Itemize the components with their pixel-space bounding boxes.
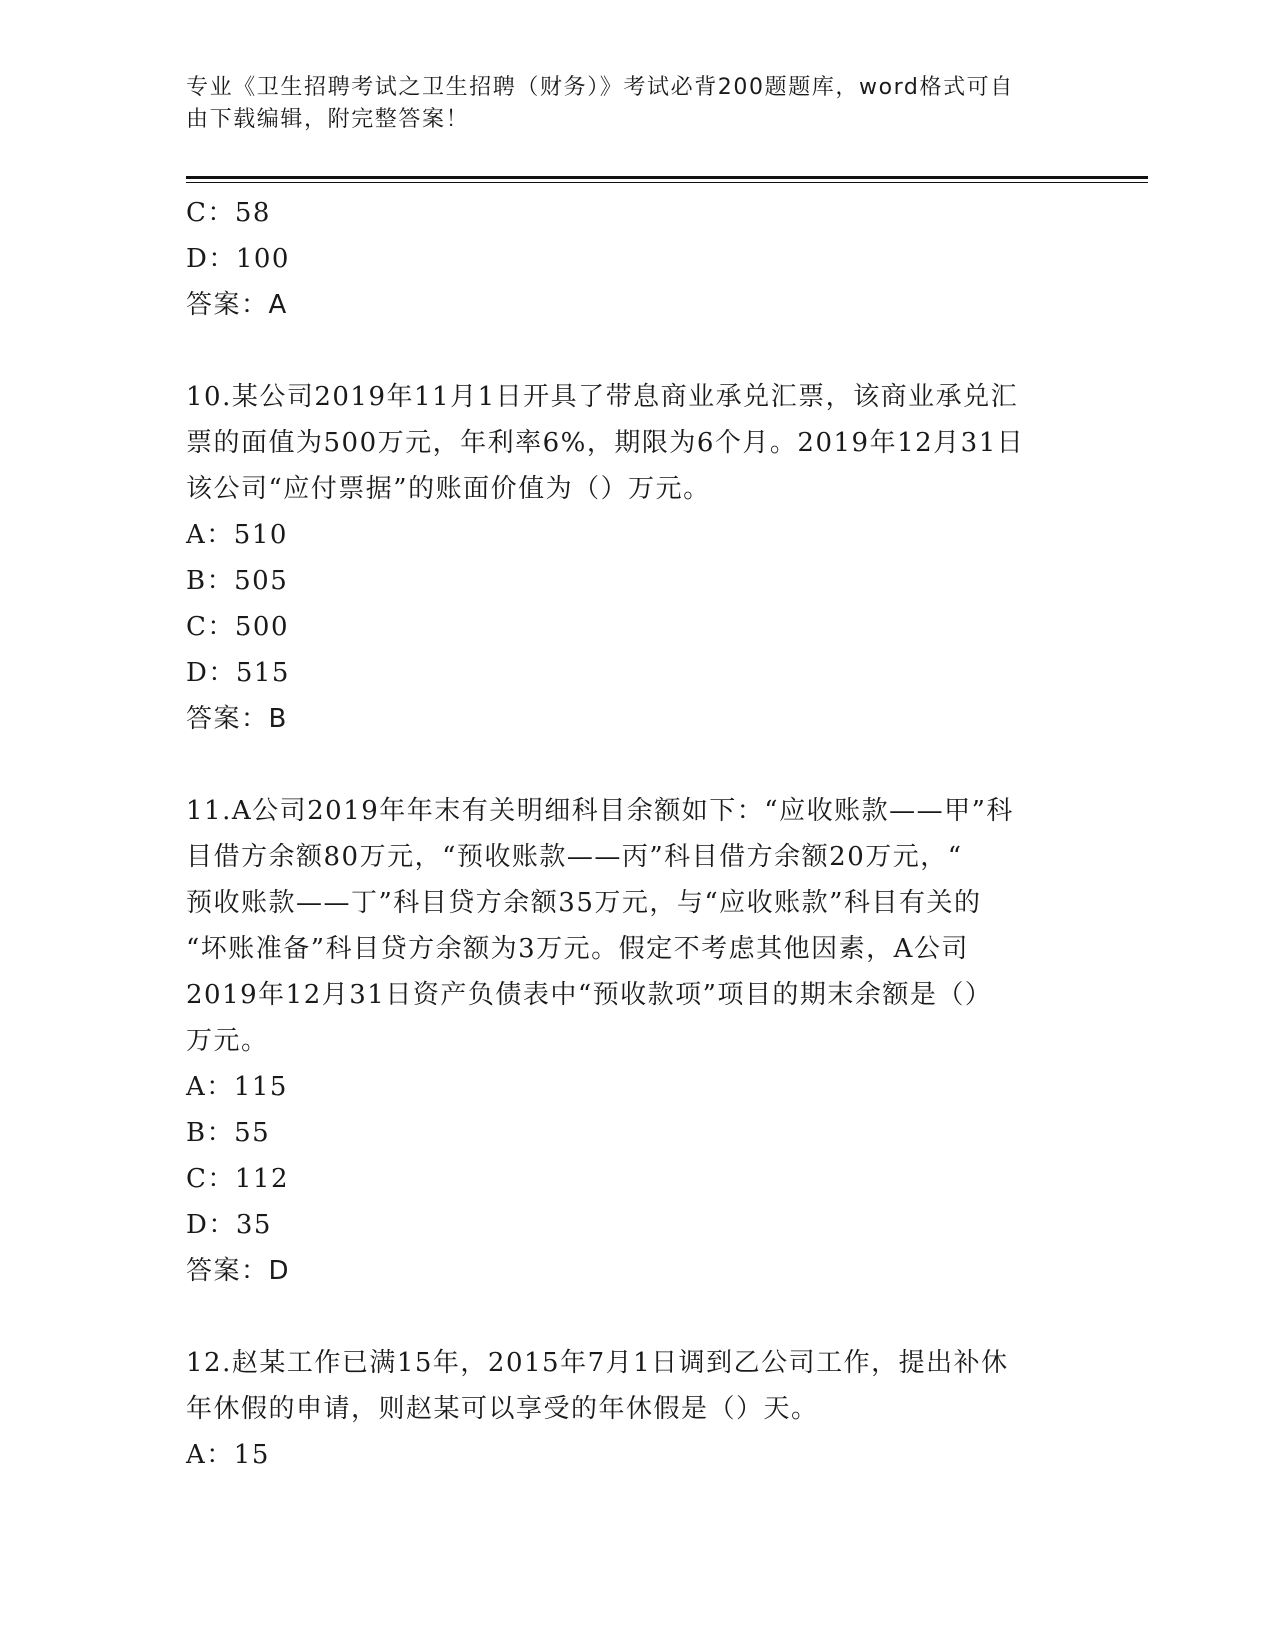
option-a: A：15: [186, 1440, 270, 1470]
header-rule-thin: [186, 182, 1148, 183]
option-b: B：55: [186, 1118, 271, 1148]
question-text-line: 年休假的申请，则赵某可以享受的年休假是（）天。: [186, 1394, 819, 1424]
question-text-line: 10.某公司2019年11月1日开具了带息商业承兑汇票，该商业承兑汇: [186, 382, 1019, 412]
header-rule-thick: [186, 176, 1148, 179]
question-text-line: 12.赵某工作已满15年，2015年7月1日调到乙公司工作，提出补休: [186, 1348, 1009, 1378]
question-content: [186, 190, 1086, 1478]
question-text-line: 11.A公司2019年年末有关明细科目余额如下：“应收账款——甲”科: [186, 796, 1014, 826]
answer-line: 答案：B: [186, 704, 288, 734]
question-11: [186, 788, 1086, 1294]
option-c: C：500: [186, 612, 290, 642]
question-text-line: 该公司“应付票据”的账面价值为（）万元。: [186, 474, 711, 504]
document-header: [186, 72, 1066, 136]
header-line-1: 专业《卫生招聘考试之卫生招聘（财务）》考试必背200题题库，word格式可自: [186, 75, 1014, 100]
question-text-line: 目借方余额80万元，“预收账款——丙”科目借方余额20万元，“: [186, 842, 963, 872]
answer-line: 答案：D: [186, 1256, 291, 1286]
option-d: D：35: [186, 1210, 272, 1240]
header-line-2: 由下载编辑，附完整答案！: [186, 107, 470, 132]
spacer: [186, 742, 1086, 788]
question-10: [186, 374, 1086, 742]
question-text-line: 预收账款——丁”科目贷方余额35万元，与“应收账款”科目有关的: [186, 888, 982, 918]
option-c: C：112: [186, 1164, 290, 1194]
question-12: [186, 1340, 1086, 1478]
option-b: B：505: [186, 566, 289, 596]
question-text-line: 2019年12月31日资产负债表中“预收款项”项目的期末余额是（）: [186, 980, 993, 1010]
option-a: A：510: [186, 520, 288, 550]
question-text-line: 万元。: [186, 1026, 269, 1056]
option-d: D：515: [186, 658, 290, 688]
question-text-line: 票的面值为500万元，年利率6%，期限为6个月。2019年12月31日: [186, 428, 1025, 458]
answer-line: 答案：A: [186, 290, 288, 320]
spacer: [186, 328, 1086, 374]
option-a: A：115: [186, 1072, 288, 1102]
option-c: C：58: [186, 198, 271, 228]
question-text-line: “坏账准备”科目贷方余额为3万元。假定不考虑其他因素，A公司: [186, 934, 969, 964]
prev-question: [186, 190, 1086, 328]
option-d: D：100: [186, 244, 290, 274]
spacer: [186, 1294, 1086, 1340]
